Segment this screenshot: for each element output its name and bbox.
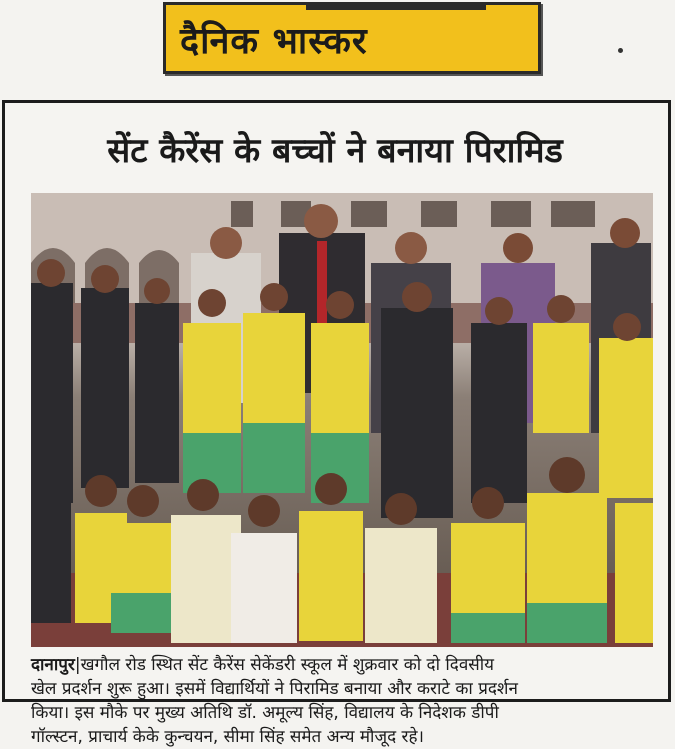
- caption-line-1: दानापुर|खगौल रोड स्थित सेंट कैरेंस सेकेंडरी स्कूल में शुक्रवार को दो दिवसीय: [31, 655, 495, 675]
- caption-line-4: गॉल्स्टन, प्राचार्य केके कुन्चयन, सीमा सिंह समेत अन्य मौजूद रहे।: [31, 727, 424, 747]
- photo-caption: [31, 653, 653, 749]
- paper-speck: [618, 48, 623, 53]
- group-photo-illustration: [31, 193, 653, 647]
- caption-line-1-text: खगौल रोड स्थित सेंट कैरेंस सेकेंडरी स्कूल में शुक्रवार को दो दिवसीय: [80, 655, 495, 675]
- news-clipping: [2, 100, 671, 747]
- caption-line-3: किया। इस मौके पर मुख्य अतिथि डॉ. अमूल्य सिंह, विद्यालय के निदेशक डीपी: [31, 703, 499, 723]
- masthead-title: दैनिक भास्कर: [180, 21, 368, 62]
- newspaper-masthead: [163, 2, 541, 74]
- caption-dateline: दानापुर: [31, 655, 75, 675]
- group-photo: [31, 193, 653, 647]
- caption-line-2: खेल प्रदर्शन शुरू हुआ। इसमें विद्यार्थियों ने पिरामिड बनाया और कराटे का प्रदर्शन: [31, 679, 518, 699]
- masthead-strip: [306, 2, 486, 10]
- article-headline: सेंट कैरेंस के बच्चों ने बनाया पिरामिड: [107, 131, 563, 171]
